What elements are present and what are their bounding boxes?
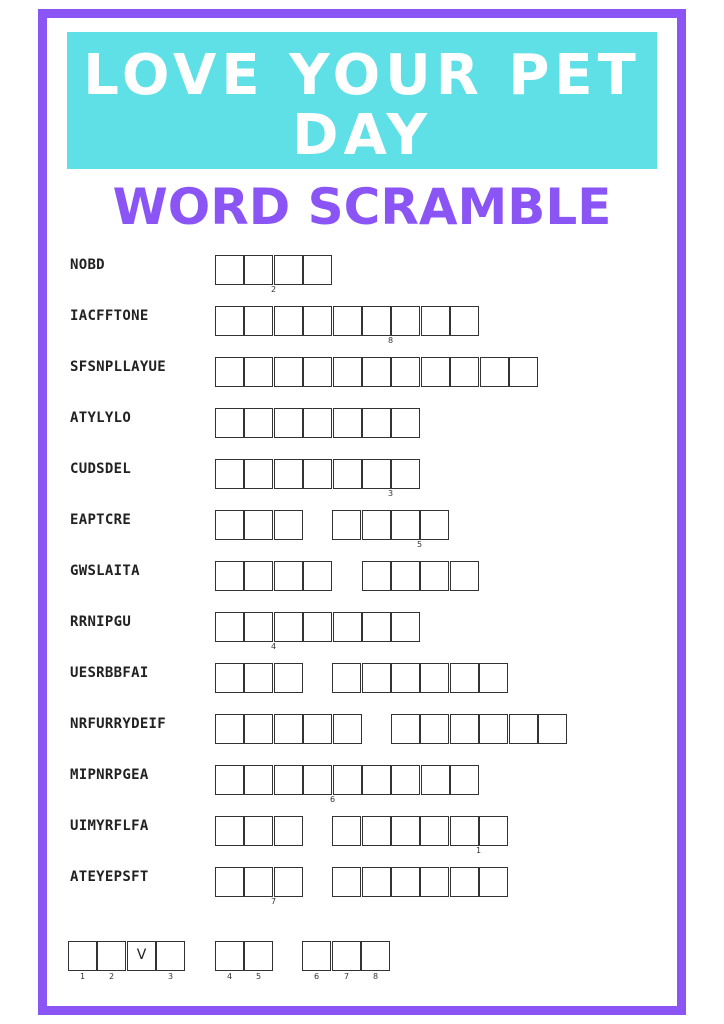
answer-box[interactable]	[333, 306, 362, 336]
final-answer-number: 3	[168, 972, 174, 981]
scramble-clue: CUDSDEL	[70, 461, 132, 477]
answer-box[interactable]	[244, 357, 273, 387]
answer-box[interactable]	[391, 408, 420, 438]
scramble-clue: NOBD	[70, 257, 105, 273]
answer-box[interactable]	[303, 357, 332, 387]
final-answer-box[interactable]	[68, 941, 97, 971]
clue-number: 3	[388, 489, 394, 498]
scramble-clue: UESRBBFAI	[70, 665, 149, 681]
answer-box[interactable]	[274, 408, 303, 438]
answer-box[interactable]	[420, 663, 449, 693]
answer-box[interactable]	[480, 357, 509, 387]
answer-box[interactable]	[362, 357, 391, 387]
answer-box[interactable]	[244, 663, 273, 693]
answer-box[interactable]	[362, 867, 391, 897]
answer-box[interactable]	[274, 459, 303, 489]
final-answer-number: 8	[373, 972, 379, 981]
answer-box[interactable]	[215, 765, 244, 795]
answer-box[interactable]	[391, 306, 420, 336]
answer-box[interactable]	[450, 765, 479, 795]
scramble-clue: RRNIPGU	[70, 614, 132, 630]
clue-number: 7	[271, 897, 277, 906]
answer-box[interactable]	[362, 816, 391, 846]
answer-box[interactable]	[362, 408, 391, 438]
final-answer-number: 4	[227, 972, 233, 981]
clue-number: 8	[388, 336, 394, 345]
answer-box[interactable]	[391, 663, 420, 693]
answer-box[interactable]	[421, 306, 450, 336]
answer-box[interactable]	[244, 459, 273, 489]
answer-box[interactable]	[391, 357, 420, 387]
answer-box[interactable]	[420, 561, 449, 591]
answer-box[interactable]	[303, 306, 332, 336]
answer-box[interactable]	[244, 561, 273, 591]
final-answer-box[interactable]	[97, 941, 126, 971]
answer-box[interactable]	[391, 765, 420, 795]
answer-box[interactable]	[450, 306, 479, 336]
answer-box[interactable]	[244, 510, 273, 540]
final-answer-number: 1	[80, 972, 86, 981]
answer-box[interactable]	[215, 459, 244, 489]
scramble-clue: UIMYRFLFA	[70, 818, 149, 834]
answer-box[interactable]	[391, 510, 420, 540]
answer-box[interactable]	[362, 459, 391, 489]
answer-box[interactable]	[303, 408, 332, 438]
answer-box[interactable]	[332, 867, 361, 897]
final-answer-box[interactable]	[332, 941, 361, 971]
answer-box[interactable]	[333, 408, 362, 438]
final-answer-box[interactable]	[244, 941, 273, 971]
scramble-clue: SFSNPLLAYUE	[70, 359, 167, 375]
answer-box[interactable]	[274, 765, 303, 795]
final-answer-number: 7	[344, 972, 350, 981]
answer-box[interactable]	[421, 765, 450, 795]
answer-box[interactable]	[274, 714, 303, 744]
scramble-clue: GWSLAITA	[70, 563, 140, 579]
answer-box[interactable]	[215, 867, 244, 897]
page-title: LOVE YOUR PET DAY	[83, 43, 641, 168]
answer-box[interactable]	[450, 816, 479, 846]
answer-box[interactable]	[362, 306, 391, 336]
answer-box[interactable]	[303, 765, 332, 795]
answer-box[interactable]	[420, 816, 449, 846]
answer-box[interactable]	[420, 867, 449, 897]
answer-box[interactable]	[274, 357, 303, 387]
answer-box[interactable]	[274, 306, 303, 336]
scramble-clue: ATEYEPSFT	[70, 869, 149, 885]
answer-box[interactable]	[421, 357, 450, 387]
answer-box[interactable]	[244, 255, 273, 285]
answer-box[interactable]	[332, 510, 361, 540]
answer-box[interactable]	[215, 408, 244, 438]
answer-box[interactable]	[420, 714, 449, 744]
clue-number: 2	[271, 285, 277, 294]
clue-number: 4	[271, 642, 277, 651]
answer-box[interactable]	[274, 510, 303, 540]
scramble-clue: NRFURRYDEIF	[70, 716, 167, 732]
answer-box[interactable]	[479, 714, 508, 744]
answer-box[interactable]	[391, 867, 420, 897]
answer-box[interactable]	[215, 663, 244, 693]
answer-box[interactable]	[362, 663, 391, 693]
title-banner	[67, 32, 657, 169]
answer-box[interactable]	[332, 816, 361, 846]
answer-box[interactable]	[538, 714, 567, 744]
answer-box[interactable]	[244, 612, 273, 642]
answer-box[interactable]	[333, 714, 362, 744]
scramble-clue: IACFFTONE	[70, 308, 149, 324]
answer-box[interactable]	[333, 357, 362, 387]
answer-box[interactable]	[450, 663, 479, 693]
answer-box[interactable]	[274, 867, 303, 897]
answer-box[interactable]	[303, 255, 332, 285]
answer-box[interactable]	[303, 561, 332, 591]
answer-box[interactable]	[244, 816, 273, 846]
scramble-clue: EAPTCRE	[70, 512, 132, 528]
answer-box[interactable]	[420, 510, 449, 540]
scramble-clue: MIPNRPGEA	[70, 767, 149, 783]
scramble-clue: ATYLYLO	[70, 410, 132, 426]
answer-box[interactable]	[362, 765, 391, 795]
answer-box[interactable]	[479, 663, 508, 693]
answer-box[interactable]	[450, 561, 479, 591]
answer-box[interactable]	[215, 255, 244, 285]
final-answer-number: 6	[314, 972, 320, 981]
answer-box[interactable]	[303, 612, 332, 642]
answer-box[interactable]	[244, 306, 273, 336]
answer-box[interactable]	[332, 663, 361, 693]
answer-box[interactable]	[479, 867, 508, 897]
final-answer-box[interactable]	[156, 941, 185, 971]
final-answer-box[interactable]	[302, 941, 331, 971]
answer-box[interactable]	[333, 765, 362, 795]
answer-box[interactable]	[450, 867, 479, 897]
answer-box[interactable]	[244, 765, 273, 795]
answer-box[interactable]	[362, 510, 391, 540]
answer-box[interactable]	[450, 357, 479, 387]
final-answer-number: 5	[256, 972, 262, 981]
clue-number: 1	[476, 846, 482, 855]
answer-box[interactable]	[479, 816, 508, 846]
answer-box[interactable]	[215, 612, 244, 642]
given-letter: V	[136, 947, 147, 963]
answer-box[interactable]	[509, 714, 538, 744]
final-answer-box[interactable]	[361, 941, 390, 971]
answer-box[interactable]	[450, 714, 479, 744]
clue-number: 6	[330, 795, 336, 804]
answer-box[interactable]	[303, 459, 332, 489]
answer-box[interactable]	[391, 561, 420, 591]
answer-box[interactable]	[362, 612, 391, 642]
answer-box[interactable]	[362, 561, 391, 591]
answer-box[interactable]	[215, 510, 244, 540]
clue-number: 5	[417, 540, 423, 549]
answer-box[interactable]	[391, 816, 420, 846]
answer-box[interactable]	[391, 714, 420, 744]
final-answer-number: 2	[109, 972, 115, 981]
answer-box[interactable]	[244, 408, 273, 438]
answer-box[interactable]	[274, 816, 303, 846]
answer-box[interactable]	[274, 612, 303, 642]
answer-box[interactable]	[391, 612, 420, 642]
page-subtitle: WORD SCRAMBLE	[112, 178, 612, 236]
answer-box[interactable]	[215, 357, 244, 387]
answer-box[interactable]	[215, 714, 244, 744]
answer-box[interactable]	[215, 306, 244, 336]
answer-box[interactable]	[509, 357, 538, 387]
answer-box[interactable]	[274, 255, 303, 285]
answer-box[interactable]	[244, 867, 273, 897]
answer-box[interactable]	[215, 561, 244, 591]
answer-box[interactable]	[303, 714, 332, 744]
answer-box[interactable]	[333, 612, 362, 642]
answer-box[interactable]	[215, 816, 244, 846]
answer-box[interactable]	[244, 714, 273, 744]
answer-box[interactable]	[391, 459, 420, 489]
answer-box[interactable]	[274, 663, 303, 693]
answer-box[interactable]	[333, 459, 362, 489]
final-answer-box[interactable]	[215, 941, 244, 971]
answer-box[interactable]	[274, 561, 303, 591]
